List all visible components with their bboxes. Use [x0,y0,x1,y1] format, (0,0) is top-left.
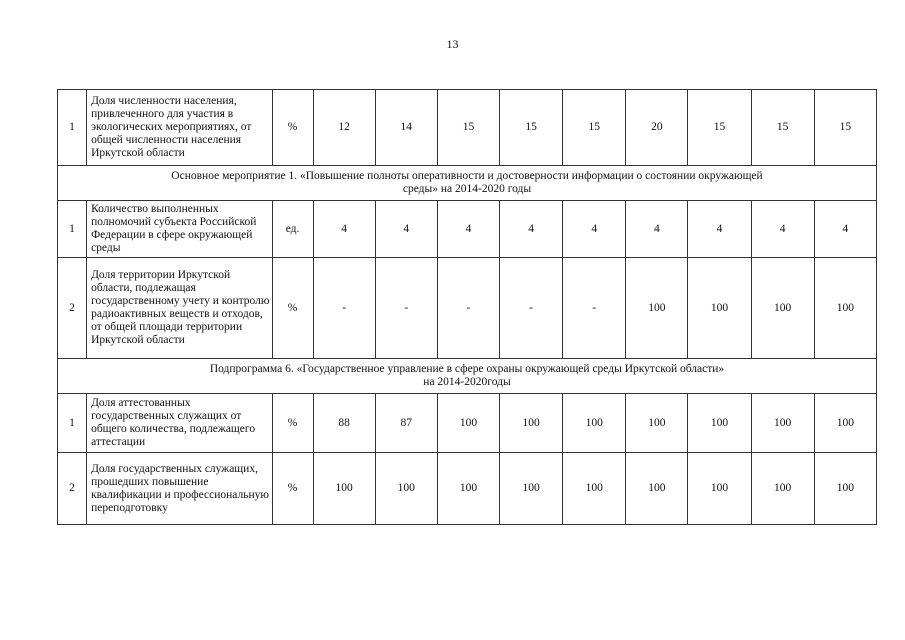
year-value: 100 [688,394,751,453]
year-value: 100 [437,453,499,525]
year-value: 20 [626,90,688,166]
year-value: 100 [688,453,751,525]
year-value: 15 [751,90,814,166]
year-value: 100 [688,258,751,359]
table-row [58,90,877,166]
table-row [58,453,877,525]
year-value: 15 [688,90,751,166]
year-value: 100 [814,394,876,453]
year-value: 100 [375,453,437,525]
section-title-line: Основное мероприятие 1. «Повышение полноты оперативности и достоверности информации о состоянии окружающей [171,170,763,182]
row-number: 2 [58,258,87,359]
year-value: 4 [814,201,876,258]
year-value: 100 [626,258,688,359]
table-row [58,258,877,359]
indicator-name: Доля численности населения, привлеченного для участия в экологических мероприятиях, от общей численности населения Иркутской области [87,90,272,166]
row-number: 1 [58,90,87,166]
year-value: 4 [626,201,688,258]
table-row [58,394,877,453]
year-value: 12 [313,90,375,166]
year-value: 100 [751,258,814,359]
year-value: 15 [814,90,876,166]
table-row [58,201,877,258]
unit-of-measure: % [272,394,313,453]
year-value: 100 [751,453,814,525]
year-value: - [500,258,563,359]
year-value: 100 [626,453,688,525]
row-number: 1 [58,201,87,258]
indicator-name: Доля государственных служащих, прошедших повышение квалификации и профессиональную переподготовку [87,453,272,525]
year-value: 4 [500,201,563,258]
row-number: 1 [58,394,87,453]
year-value: - [563,258,626,359]
year-value: 100 [814,453,876,525]
section-title-line: Подпрограмма 6. «Государственное управление в сфере охраны окружающей среды Иркутской области» [209,363,725,375]
section-title [58,359,877,394]
indicator-name: Количество выполненных полномочий субъекта Российской Федерации в сфере окружающей среды [87,201,272,258]
year-value: 4 [751,201,814,258]
year-value: 100 [563,453,626,525]
year-value: 87 [375,394,437,453]
year-value: 100 [500,453,563,525]
indicator-name: Доля аттестованных государственных служащих от общего количества, подлежащего аттестации [87,394,272,453]
year-value: 100 [313,453,375,525]
section-title-line: на 2014-2020годы [423,376,511,388]
section-header-row [58,359,877,394]
year-value: 4 [688,201,751,258]
indicator-name: Доля территории Иркутской области, подлежащая государственному учету и контролю радиоактивных веществ и отходов, от общей площади территории Иркутской области [87,258,272,359]
year-value: 100 [814,258,876,359]
year-value: 100 [437,394,499,453]
indicator-table [57,89,877,525]
year-value: 15 [500,90,563,166]
year-value: 4 [375,201,437,258]
year-value: 15 [563,90,626,166]
unit-of-measure: ед. [272,201,313,258]
year-value: 88 [313,394,375,453]
year-value: 14 [375,90,437,166]
unit-of-measure: % [272,90,313,166]
year-value: 100 [626,394,688,453]
year-value: - [375,258,437,359]
year-value: 100 [500,394,563,453]
year-value: 100 [751,394,814,453]
unit-of-measure: % [272,258,313,359]
page-number: 13 [446,37,459,51]
year-value: 100 [563,394,626,453]
year-value: 15 [437,90,499,166]
unit-of-measure: % [272,453,313,525]
section-header-row [58,166,877,201]
section-title-line: среды» на 2014-2020 годы [402,183,532,195]
year-value: 4 [313,201,375,258]
year-value: - [313,258,375,359]
row-number: 2 [58,453,87,525]
year-value: - [437,258,499,359]
year-value: 4 [563,201,626,258]
year-value: 4 [437,201,499,258]
section-title [58,166,877,201]
